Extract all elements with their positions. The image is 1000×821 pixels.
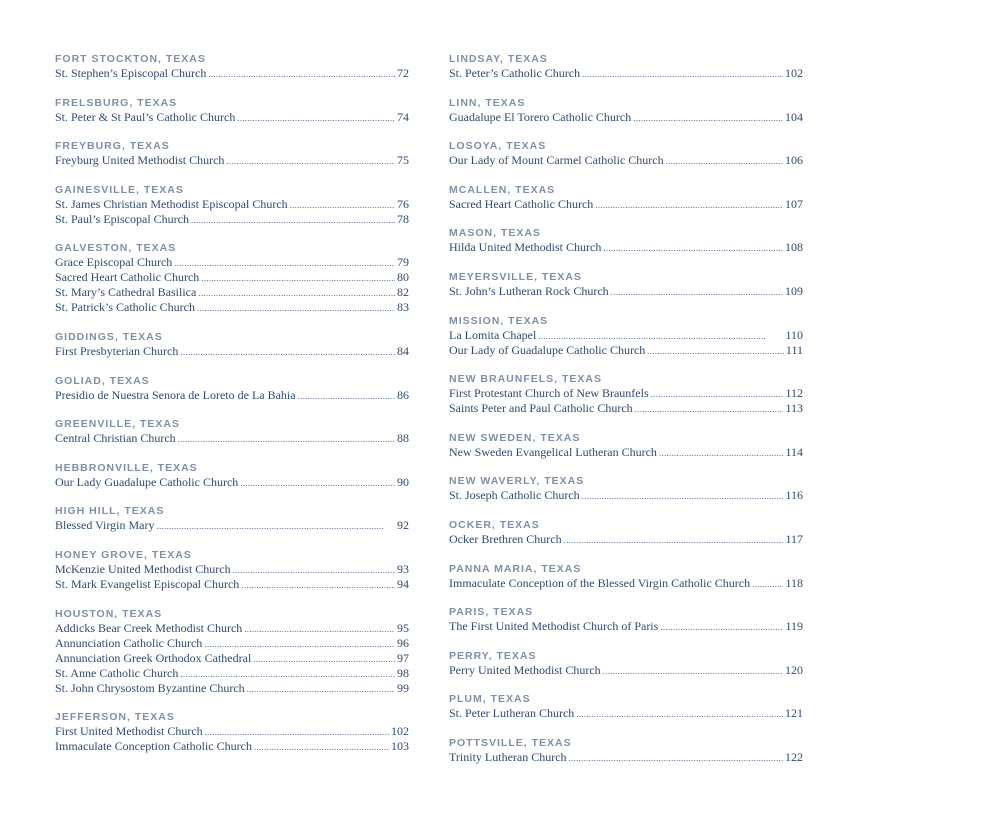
entry-title: First Presbyterian Church [55,343,179,358]
entry-page-number: 72 [397,66,409,80]
entry-page-number: 97 [397,650,409,665]
entry-title: Annunciation Greek Orthodox Cathedral [55,650,252,665]
toc-section [449,271,803,299]
entry-page-number: 107 [785,196,803,211]
toc-section [55,711,409,754]
toc-section [55,140,409,168]
entry-title: St. Stephen’s Episcopal Church [55,66,207,80]
entry-title: St. John’s Lutheran Rock Church [449,283,609,298]
toc-section [449,475,803,503]
toc-section [55,184,409,227]
entry-title: Freyburg United Methodist Church [55,153,225,168]
entry-page-number: 98 [397,665,409,680]
dot-leader [752,576,783,591]
entry-page-number: 95 [397,620,409,635]
dot-leader [603,663,783,678]
section-heading: PERRY, TEXAS [449,649,537,662]
entry-title: Immaculate Conception Catholic Church [55,739,252,754]
dot-leader [582,66,783,81]
toc-entry[interactable] [55,344,409,359]
entry-page-number: 109 [785,283,803,298]
entry-title: Grace Episcopal Church [55,255,173,270]
entry-title: Trinity Lutheran Church [449,749,567,764]
entry-page-number: 79 [397,255,409,270]
entry-page-number: 121 [785,706,803,721]
toc-section [449,650,803,678]
entry-title: McKenzie United Methodist Church [55,561,231,576]
toc-section [55,331,409,359]
toc-section [55,608,409,696]
toc-section [449,53,803,81]
section-heading: POTTSVILLE, TEXAS [449,736,572,749]
toc-entry[interactable] [449,706,803,721]
toc-section [55,375,409,403]
dot-leader [633,110,783,125]
toc-entry[interactable] [449,153,803,168]
section-heading: GALVESTON, TEXAS [55,242,177,255]
section-heading: NEW BRAUNFELS, TEXAS [449,373,603,386]
entry-title: Central Christian Church [55,431,176,446]
toc-entry[interactable] [449,343,803,358]
toc-entry[interactable] [55,475,409,490]
section-heading: GAINESVILLE, TEXAS [55,183,184,196]
dot-leader [569,750,783,765]
toc-entry[interactable] [449,197,803,212]
section-heading: GOLIAD, TEXAS [55,374,150,387]
entry-title: Immaculate Conception of the Blessed Virgin Catholic Church [449,575,751,590]
entry-title: St. James Christian Methodist Episcopal Church [55,196,288,211]
toc-entry[interactable] [55,651,409,666]
toc-section [449,519,803,547]
dot-leader [564,532,784,547]
section-heading: GREENVILLE, TEXAS [55,418,180,431]
entry-title: Hilda United Methodist Church [449,240,602,255]
section-heading: JEFFERSON, TEXAS [55,711,175,724]
toc-section [449,227,803,255]
dot-leader [201,270,395,285]
entry-page-number: 103 [391,739,409,754]
toc-section [55,418,409,446]
entry-page-number: 96 [397,635,409,650]
section-heading: PARIS, TEXAS [449,606,534,619]
toc-entry[interactable] [449,663,803,678]
entry-page-number: 112 [785,386,803,401]
dot-leader [204,636,395,651]
section-heading: FRELSBURG, TEXAS [55,96,178,109]
entry-page-number: 74 [397,109,409,124]
dot-leader [659,445,784,460]
section-heading: NEW WAVERLY, TEXAS [449,475,585,488]
toc-entry[interactable] [55,681,409,696]
dot-leader [635,401,784,416]
dot-leader [241,577,395,592]
toc-entry[interactable] [449,386,803,401]
toc-section [449,184,803,212]
entry-page-number: 110 [785,327,803,342]
entry-page-number: 114 [785,444,803,459]
dot-leader [611,284,783,299]
dot-leader [254,739,389,754]
section-heading: MEYERSVILLE, TEXAS [449,270,582,283]
entry-page-number: 102 [391,724,409,739]
toc-entry[interactable] [55,621,409,636]
dot-leader [174,255,395,270]
entry-page-number: 111 [785,342,803,357]
entry-title: Sacred Heart Catholic Church [449,196,594,211]
dot-leader [538,328,783,343]
toc-section [55,53,409,81]
dot-leader [157,518,396,533]
dot-leader [237,110,395,125]
toc-entry[interactable] [55,300,409,315]
toc-section [55,549,409,592]
toc-section [449,737,803,765]
entry-page-number: 106 [785,153,803,168]
entry-title: St. Paul’s Episcopal Church [55,211,189,226]
toc-section [449,140,803,168]
toc-section [449,97,803,125]
entry-title: St. Mark Evangelist Episcopal Church [55,576,240,591]
entry-title: Perry United Methodist Church [449,662,601,677]
entry-title: Addicks Bear Creek Methodist Church [55,620,243,635]
toc-entry[interactable] [449,532,803,547]
dot-leader [178,431,395,446]
section-heading: HIGH HILL, TEXAS [55,505,165,518]
entry-page-number: 93 [397,561,409,576]
toc-entry[interactable] [55,724,409,739]
toc-entry[interactable] [449,240,803,255]
entry-title: St. Anne Catholic Church [55,665,179,680]
section-heading: MISSION, TEXAS [449,314,549,327]
entry-page-number: 82 [397,285,409,300]
section-heading: PANNA MARIA, TEXAS [449,562,582,575]
dot-leader [290,197,395,212]
section-heading: LINN, TEXAS [449,96,526,109]
entry-page-number: 94 [397,576,409,591]
dot-leader [603,240,783,255]
toc-entry[interactable] [449,488,803,503]
toc-entry[interactable] [55,66,409,81]
toc-section [449,373,803,416]
dot-leader [666,153,783,168]
toc-section [449,563,803,591]
entry-page-number: 99 [397,680,409,695]
entry-title: Our Lady Guadalupe Catholic Church [55,474,239,489]
toc-entry[interactable] [449,445,803,460]
entry-title: First United Methodist Church [55,724,203,739]
toc-section [55,242,409,315]
toc-entry[interactable] [55,388,409,403]
entry-title: St. John Chrysostom Byzantine Church [55,680,245,695]
dot-leader [647,343,784,358]
section-heading: HEBBRONVILLE, TEXAS [55,461,198,474]
entry-page-number: 116 [785,488,803,503]
entry-title: St. Patrick’s Catholic Church [55,300,195,315]
entry-page-number: 92 [397,518,409,533]
dot-leader [233,562,395,577]
toc-entry[interactable] [55,212,409,227]
dot-leader [191,212,395,227]
entry-page-number: 122 [785,749,803,764]
entry-title: Sacred Heart Catholic Church [55,270,200,285]
toc-column-right [449,53,803,781]
entry-page-number: 120 [785,662,803,677]
toc-entry[interactable] [55,562,409,577]
entry-page-number: 119 [785,619,803,634]
toc-section [55,462,409,490]
dot-leader [197,300,395,315]
toc-entry[interactable] [449,576,803,591]
entry-page-number: 102 [785,66,803,80]
entry-page-number: 84 [397,343,409,358]
dot-leader [595,197,783,212]
entry-page-number: 117 [785,531,803,546]
entry-title: La Lomita Chapel [449,327,537,342]
toc-entry[interactable] [55,270,409,285]
entry-title: St. Mary’s Cathedral Basilica [55,285,197,300]
toc-entry[interactable] [55,577,409,592]
entry-title: St. Peter Lutheran Church [449,706,575,721]
toc-entry[interactable] [55,255,409,270]
dot-leader [660,619,783,634]
toc-section [449,315,803,358]
dot-leader [576,706,783,721]
toc-entry[interactable] [449,328,803,343]
section-heading: GIDDINGS, TEXAS [55,330,163,343]
entry-page-number: 90 [397,474,409,489]
dot-leader [205,724,389,739]
toc-section [55,97,409,125]
entry-page-number: 86 [397,387,409,402]
section-heading: LINDSAY, TEXAS [449,53,548,65]
entry-title: St. Peter & St Paul’s Catholic Church [55,109,236,124]
section-heading: HONEY GROVE, TEXAS [55,548,192,561]
toc-entry[interactable] [449,284,803,299]
entry-page-number: 113 [785,401,803,416]
dot-leader [180,344,395,359]
entry-title: St. Peter’s Catholic Church [449,66,581,80]
toc-entry[interactable] [55,110,409,125]
entry-page-number: 78 [397,211,409,226]
dot-leader [253,651,395,666]
section-heading: FREYBURG, TEXAS [55,140,170,153]
toc-section [449,432,803,460]
entry-page-number: 88 [397,431,409,446]
entry-title: Ocker Brethren Church [449,531,562,546]
toc-entry[interactable] [55,285,409,300]
toc-entry[interactable] [55,666,409,681]
toc-entry[interactable] [449,66,803,81]
toc-entry[interactable] [55,153,409,168]
entry-page-number: 108 [785,240,803,255]
toc-section [449,693,803,721]
toc-column-left [55,53,409,770]
dot-leader [247,681,395,696]
toc-entry[interactable] [55,431,409,446]
toc-entry[interactable] [55,636,409,651]
entry-title: Presidio de Nuestra Senora de Loreto de La Bahia [55,387,296,402]
toc-entry[interactable] [449,750,803,765]
toc-entry[interactable] [449,401,803,416]
section-heading: LOSOYA, TEXAS [449,140,547,153]
entry-title: Our Lady of Mount Carmel Catholic Church [449,153,664,168]
dot-leader [298,388,395,403]
entry-page-number: 76 [397,196,409,211]
toc-section [55,505,409,533]
section-heading: OCKER, TEXAS [449,518,540,531]
entry-page-number: 80 [397,270,409,285]
toc-entry[interactable] [449,619,803,634]
entry-title: Annunciation Catholic Church [55,635,203,650]
entry-title: New Sweden Evangelical Lutheran Church [449,444,657,459]
entry-title: Our Lady of Guadalupe Catholic Church [449,342,646,357]
section-heading: HOUSTON, TEXAS [55,607,163,620]
entry-title: First Protestant Church of New Braunfels [449,386,649,401]
entry-title: St. Joseph Catholic Church [449,488,580,503]
section-heading: PLUM, TEXAS [449,693,531,706]
toc-entry[interactable] [55,197,409,212]
entry-title: Blessed Virgin Mary [55,518,155,533]
dot-leader [180,666,395,681]
section-heading: MASON, TEXAS [449,227,541,240]
dot-leader [198,285,395,300]
entry-title: Guadalupe El Torero Catholic Church [449,109,632,124]
dot-leader [582,488,784,503]
entry-page-number: 104 [785,109,803,124]
toc-section [449,606,803,634]
toc-entry[interactable] [55,739,409,754]
toc-entry[interactable] [449,110,803,125]
dot-leader [651,386,784,401]
section-heading: MCALLEN, TEXAS [449,183,556,196]
entry-page-number: 118 [785,575,803,590]
section-heading: FORT STOCKTON, TEXAS [55,53,206,65]
entry-page-number: 83 [397,300,409,315]
toc-entry[interactable] [55,518,409,533]
entry-title: Saints Peter and Paul Catholic Church [449,401,633,416]
dot-leader [208,66,395,81]
entry-title: The First United Methodist Church of Paris [449,619,659,634]
entry-page-number: 75 [397,153,409,168]
section-heading: NEW SWEDEN, TEXAS [449,431,581,444]
dot-leader [226,153,395,168]
dot-leader [240,475,395,490]
dot-leader [244,621,395,636]
